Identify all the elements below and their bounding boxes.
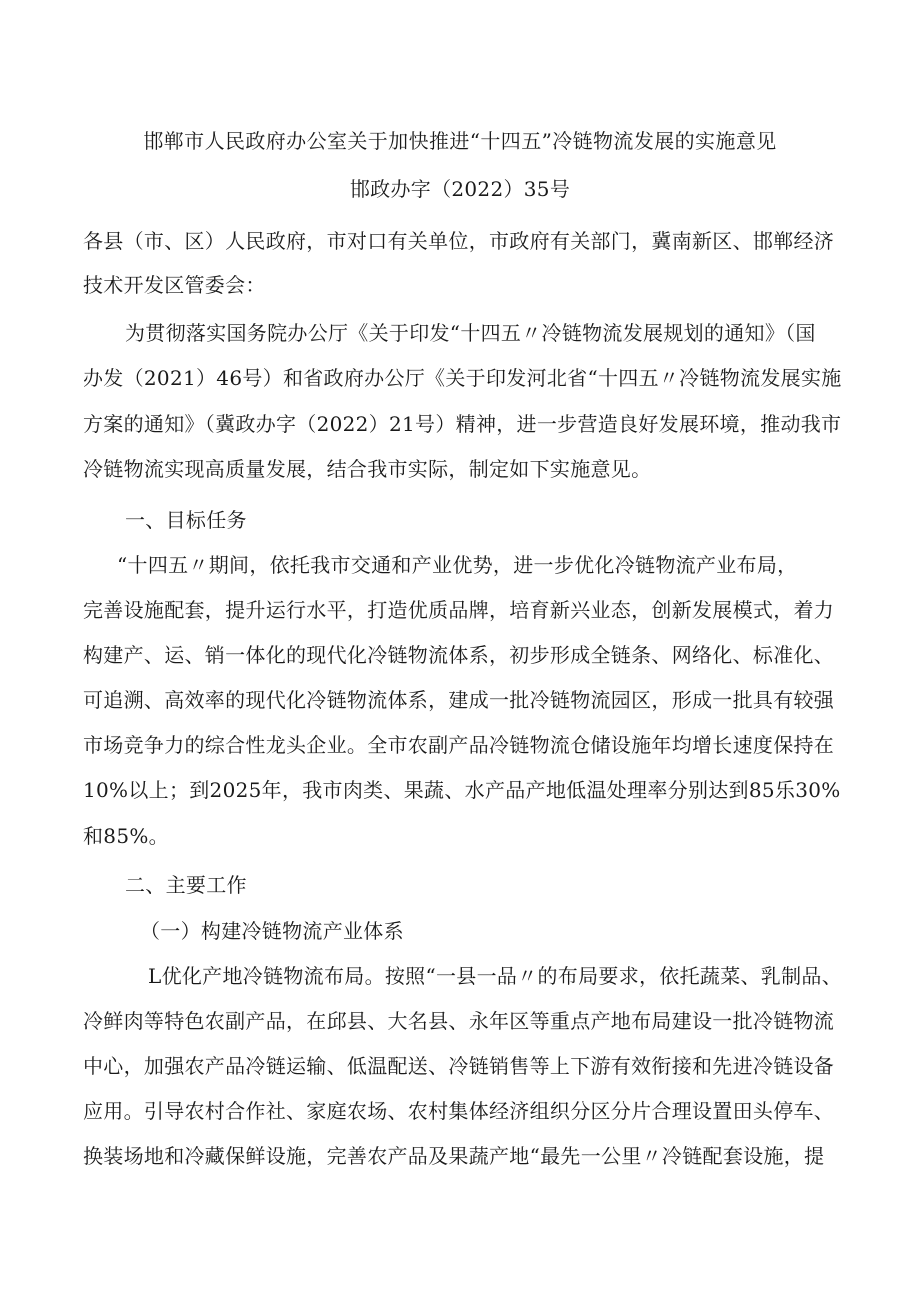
paragraph-line: L优化产地冷链物流布局。按照“一县一品〃的布局要求，依托蔬菜、乳制品、	[148, 964, 843, 988]
paragraph-line: 构建产、运、销一体化的现代化冷链物流体系，初步形成全链条、网络化、标准化、	[83, 643, 835, 667]
addressee-line: 各县（市、区）人民政府，市对口有关单位，市政府有关部门，冀南新区、邯郸经济	[83, 229, 835, 253]
paragraph-line: 中心，加强农产品冷链运输、低温配送、冷链销售等上下游有效衔接和先进冷链设备	[83, 1054, 835, 1078]
paragraph-line: 完善设施配套，提升运行水平，打造优质品牌，培育新兴业态，创新发展模式，着力	[83, 598, 835, 622]
subsection-heading: （一）构建冷链物流产业体系	[140, 919, 404, 943]
document-title: 邯郸市人民政府办公室关于加快推进“十四五”冷链物流发展的实施意见	[143, 129, 777, 153]
paragraph-line: 可追溯、高效率的现代化冷链物流体系，建成一批冷链物流园区，形成一批具有较强	[83, 688, 835, 712]
addressee-line: 技术开发区管委会：	[83, 273, 266, 297]
paragraph-line: 换装场地和冷藏保鲜设施，完善农产品及果蔬产地“最先一公里〃冷链配套设施，提	[83, 1144, 825, 1168]
section-heading: 二、主要工作	[125, 873, 247, 897]
paragraph-line: 应用。引导农村合作社、家庭农场、农村集体经济组织分区分片合理设置田头停车、	[83, 1099, 835, 1123]
paragraph-line: 为贯彻落实国务院办公厅《关于印发“十四五〃冷链物流发展规划的通知》（国	[125, 321, 816, 345]
paragraph-line: 方案的通知》（冀政办字（2022）21号）精神，进一步营造良好发展环境，推动我市	[83, 412, 842, 436]
paragraph-line: 冷链物流实现高质量发展，结合我市实际，制定如下实施意见。	[83, 457, 652, 481]
paragraph-line: 办发（2021）46号）和省政府办公厅《关于印发河北省“十四五〃冷链物流发展实施	[83, 366, 842, 390]
document-number: 邯政办字（2022）35号	[349, 177, 571, 201]
paragraph-line: 10%以上；到2025年，我市肉类、果蔬、水产品产地低温处理率分别达到85乐30%	[83, 778, 841, 802]
paragraph-line: 冷鲜肉等特色农副产品，在邱县、大名县、永年区等重点产地布局建设一批冷链物流	[83, 1009, 835, 1033]
section-heading: 一、目标任务	[125, 508, 247, 532]
paragraph-line: 和85%。	[83, 824, 169, 848]
paragraph-line: “十四五〃期间，依托我市交通和产业优势，进一步优化冷链物流产业布局，	[117, 553, 798, 577]
paragraph-line: 市场竞争力的综合性龙头企业。全市农副产品冷链物流仓储设施年均增长速度保持在	[83, 733, 835, 757]
